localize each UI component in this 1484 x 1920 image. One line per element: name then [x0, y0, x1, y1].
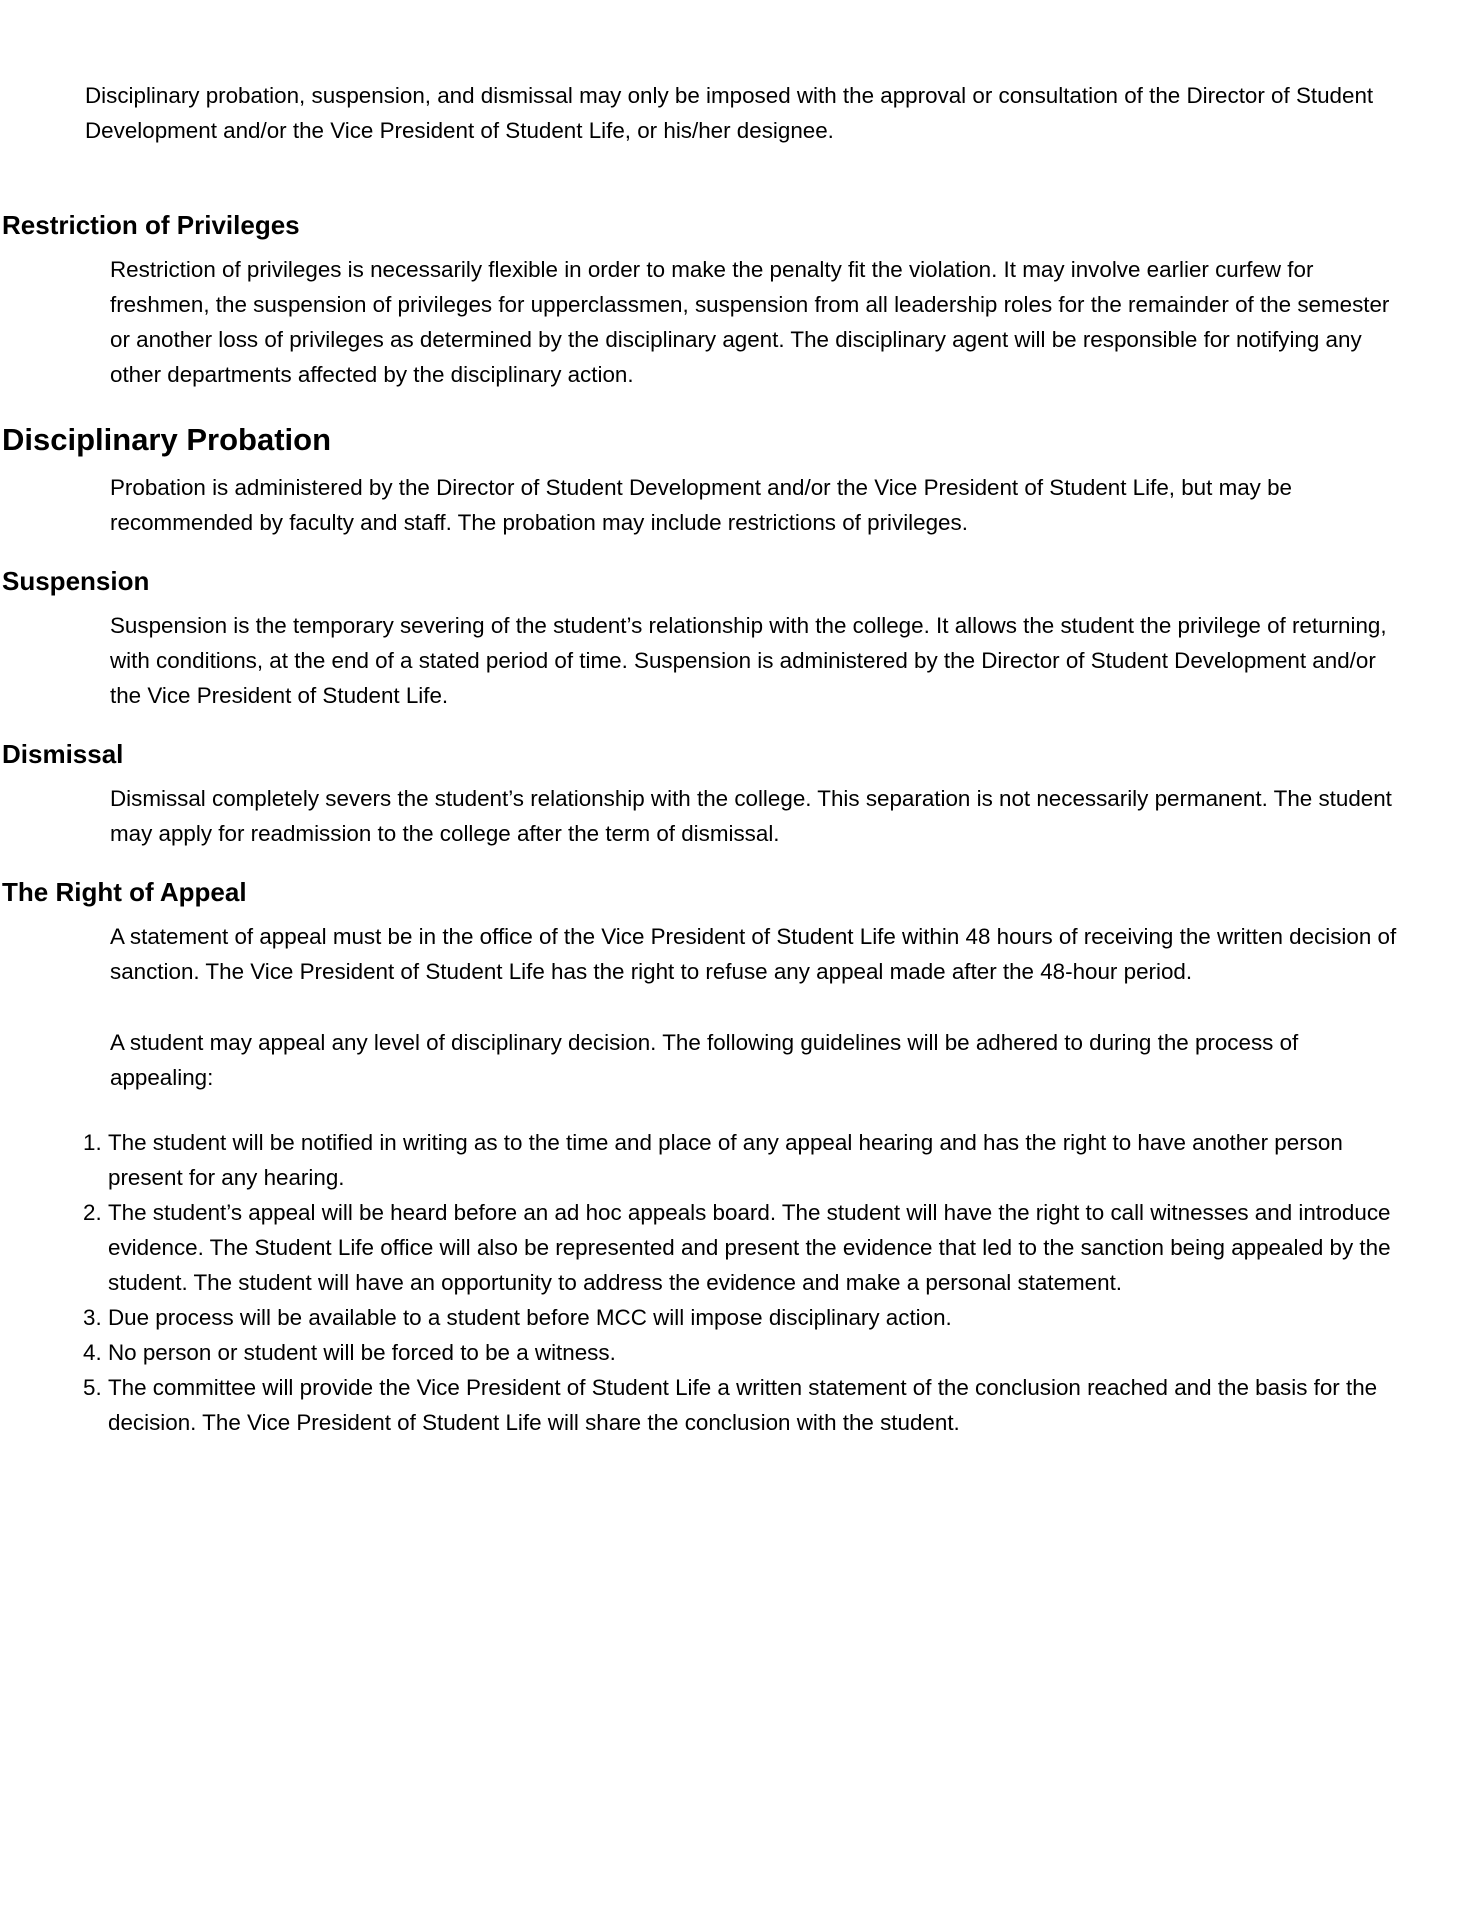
paragraph-appeal-statement: A statement of appeal must be in the office of the Vice President of Student Life within 48 hours of receiving the written decision of sanction. The Vice President of Student Life has the right to refuse any appeal made after the 48-hour period. — [110, 924, 1397, 984]
guideline-number-1: 1. — [83, 1130, 102, 1155]
guideline-text-4: No person or student will be forced to be a witness. — [108, 1340, 616, 1365]
appeal-guidelines-list — [83, 1125, 1400, 1440]
guideline-text-3: Due process will be available to a student before MCC will impose disciplinary action. — [108, 1305, 952, 1330]
guideline-item-1 — [83, 1125, 1400, 1195]
paragraph-restriction-of-privileges: Restriction of privileges is necessarily flexible in order to make the penalty fit the violation. It may involve earlier curfew for freshmen, the suspension of privileges for upperclassmen, suspension from all leadership roles for the remainder of the semester or another loss of privileges as determined by the disciplinary agent. The disciplinary agent will be responsible for notifying any other departments affected by the disciplinary action. — [110, 257, 1390, 387]
guideline-item-5 — [83, 1370, 1400, 1440]
guideline-item-2 — [83, 1195, 1400, 1300]
guideline-number-3: 3. — [83, 1305, 102, 1330]
guideline-text-2: The student’s appeal will be heard before an ad hoc appeals board. The student will have the right to call witnesses and introduce evidence. The Student Life office will also be represented and present the evidence that led to the sanction being appealed by the student. The student will have an opportunity to address the evidence and make a personal statement. — [108, 1200, 1391, 1295]
heading-the-right-of-appeal: The Right of Appeal — [2, 877, 247, 907]
guideline-number-2: 2. — [83, 1200, 102, 1225]
guideline-number-4: 4. — [83, 1340, 102, 1365]
heading-restriction-of-privileges: Restriction of Privileges — [2, 210, 300, 240]
paragraph-dismissal: Dismissal completely severs the student’s relationship with the college. This separation is not necessarily permanent. The student may apply for readmission to the college after the term of dismissal. — [110, 786, 1392, 846]
paragraph-suspension: Suspension is the temporary severing of the student’s relationship with the college. It allows the student the privilege of returning, with conditions, at the end of a stated period of time. Suspension is administered by the Director of Student Development and/or the Vice President of Student Life. — [110, 613, 1387, 708]
guideline-number-5: 5. — [83, 1375, 102, 1400]
heading-dismissal: Dismissal — [2, 739, 124, 769]
guideline-item-4 — [83, 1335, 1400, 1370]
heading-disciplinary-probation: Disciplinary Probation — [2, 422, 332, 457]
paragraph-appeal-guidelines-intro: A student may appeal any level of disciplinary decision. The following guidelines will be adhered to during the process of appealing: — [110, 1030, 1299, 1090]
guideline-text-1: The student will be notified in writing as to the time and place of any appeal hearing and has the right to have another person present for any hearing. — [108, 1130, 1343, 1190]
guideline-item-3 — [83, 1300, 1400, 1335]
intro-paragraph: Disciplinary probation, suspension, and dismissal may only be imposed with the approval or consultation of the Director of Student Development and/or the Vice President of Student Life, or his/her designee. — [85, 83, 1374, 143]
heading-suspension: Suspension — [2, 566, 150, 596]
guideline-text-5: The committee will provide the Vice President of Student Life a written statement of the conclusion reached and the basis for the decision. The Vice President of Student Life will share the conclusion with the student. — [108, 1375, 1378, 1435]
paragraph-disciplinary-probation: Probation is administered by the Director of Student Development and/or the Vice President of Student Life, but may be recommended by faculty and staff. The probation may include restrictions of privileges. — [110, 475, 1292, 535]
